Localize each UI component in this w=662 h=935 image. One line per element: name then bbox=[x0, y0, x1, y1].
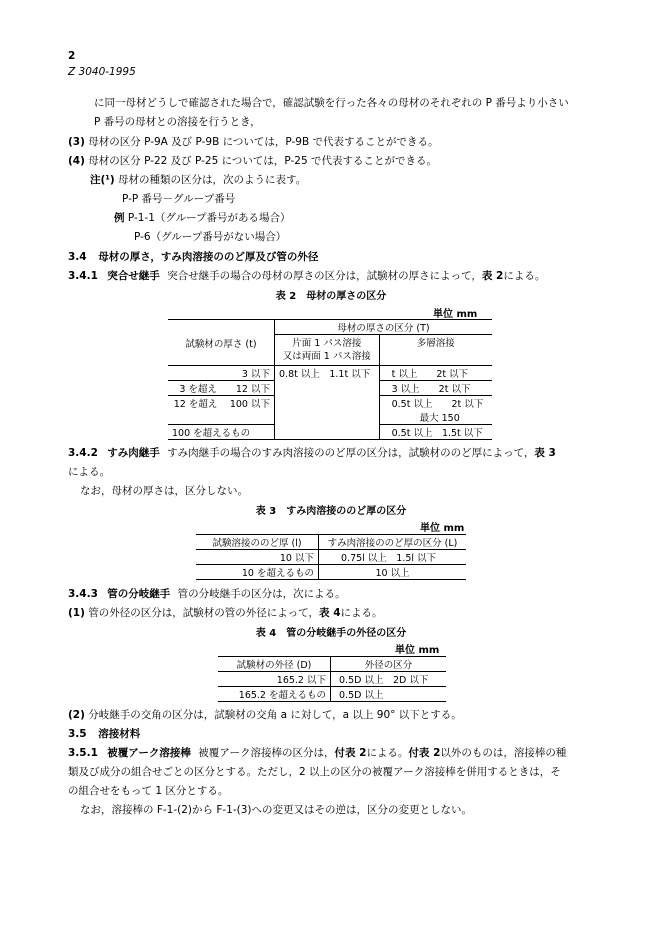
item-2-num: (2) bbox=[68, 709, 85, 721]
table-3-col2-header: すみ肉溶接ののど厚の区分 (L) bbox=[327, 538, 458, 549]
note bbox=[90, 172, 306, 188]
table-2-multi: 0.5t 以上 1.5t 以下 bbox=[391, 428, 483, 439]
table-4-caption: 表 4 管の分岐継手の外径の区分 bbox=[255, 628, 407, 639]
table-row bbox=[218, 672, 446, 687]
section-3-5-1-text-c: 以外のものは，溶接棒の種 bbox=[440, 747, 567, 759]
item-1 bbox=[68, 605, 383, 621]
section-3-5-1-line3: の組合せをもって 1 区分とする。 bbox=[68, 785, 229, 797]
table-2-caption: 表 2 母材の厚さの区分 bbox=[275, 291, 387, 302]
table-2-multi: t 以上 2t 以下 bbox=[379, 366, 492, 381]
table-4 bbox=[218, 656, 446, 702]
table-4-value: 0.5D 以上 2D 以下 bbox=[339, 675, 429, 686]
item-3 bbox=[68, 134, 439, 150]
section-3-4-1-tail: による。 bbox=[503, 270, 546, 282]
table-row bbox=[218, 687, 446, 702]
table-2-multi: 0.5t 以上 2t 以下 bbox=[391, 399, 484, 410]
section-3-4-2 bbox=[68, 445, 556, 461]
section-3-5-1-title: 被覆アーク溶接棒 bbox=[107, 747, 191, 759]
item-4-text: 母材の区分 P-22 及び P-25 については，P-25 で代表することができる。 bbox=[88, 155, 437, 167]
item-2-text: 分岐継手の交角の区分は，試験材の交角 a に対して，a 以上 90° 以下とする。 bbox=[88, 709, 462, 721]
section-3-4 bbox=[68, 249, 318, 265]
section-3-5-1-line4: なお，溶接棒の F-1-(2)から F-1-(3)への変更又はその逆は，区分の変更としない。 bbox=[80, 804, 473, 816]
item-4 bbox=[68, 153, 437, 169]
table-3-unit: 単位 mm bbox=[420, 523, 465, 534]
item-3-text: 母材の区分 P-9A 及び P-9B については，P-9B で代表することができる。 bbox=[88, 136, 439, 148]
section-3-5-1-text-b: による。 bbox=[366, 747, 409, 759]
section-3-5-1-text-a: 被覆アーク溶接棒の区分は， bbox=[198, 747, 335, 759]
table-2-range: 12 を超え 100 以下 bbox=[168, 396, 275, 425]
table-2-multi: 最大 150 bbox=[379, 410, 492, 425]
table-4-col2-header: 外径の区分 bbox=[364, 660, 413, 671]
table-2-unit: 単位 mm bbox=[433, 309, 478, 320]
table-2-col1-header: 試験材の厚さ (t) bbox=[168, 320, 275, 366]
table-3-col1-header: 試験溶接ののど厚 (l) bbox=[196, 535, 319, 550]
para-line-2: P 番号の母材との溶接を行うとき， bbox=[94, 116, 261, 128]
section-3-4-2-line2: による。 bbox=[68, 466, 110, 478]
table-3-value: 0.75l 以上 1.5l 以下 bbox=[341, 553, 437, 564]
table-4-col1-header: 試験材の外径 (D) bbox=[218, 657, 331, 672]
note-format: P-P 番号－グループ番号 bbox=[122, 193, 236, 205]
table-3-caption: 表 3 すみ肉溶接ののど厚の区分 bbox=[255, 506, 407, 517]
table-3 bbox=[196, 534, 466, 580]
section-3-4-num: 3.4 bbox=[68, 251, 87, 263]
section-3-4-3-title: 管の分岐継手 bbox=[107, 588, 171, 600]
table-2-sub2-header: 多層溶接 bbox=[416, 338, 455, 349]
table-2-range: 3 を超え 12 以下 bbox=[168, 381, 275, 396]
section-3-4-1 bbox=[68, 268, 545, 284]
note-example-1-text: P-1-1（グループ番号がある場合） bbox=[127, 212, 291, 224]
section-3-4-2-text: すみ肉継手の場合のすみ肉溶接ののど厚の区分は，試験材ののど厚によって， bbox=[167, 447, 535, 459]
table-4-unit: 単位 mm bbox=[395, 645, 440, 656]
table-2 bbox=[168, 319, 492, 440]
item-4-num: (4) bbox=[68, 155, 85, 167]
standard-code: Z 3040-1995 bbox=[68, 66, 136, 78]
item-1-tail: による。 bbox=[340, 607, 383, 619]
section-3-4-3 bbox=[68, 586, 346, 602]
table-2-sub1-line2: 又は両面 1 パス溶接 bbox=[282, 351, 371, 362]
section-3-5-num: 3.5 bbox=[68, 728, 87, 740]
table-3-range: 10 を超えるもの bbox=[196, 565, 319, 580]
section-3-4-2-title: すみ肉継手 bbox=[107, 447, 160, 459]
note-label: 注(¹) bbox=[90, 174, 115, 186]
table-2-group-header: 母材の厚さの区分 (T) bbox=[275, 320, 493, 335]
section-3-4-3-text: 管の分岐継手の区分は，次による。 bbox=[177, 588, 346, 600]
section-3-4-1-text: 突合せ継手の場合の母材の厚さの区分は，試験材の厚さによって， bbox=[167, 270, 482, 282]
table-4-value: 0.5D 以上 bbox=[339, 690, 384, 701]
section-3-5-1-ref-2: 付表 2 bbox=[408, 747, 441, 759]
table-4-range: 165.2 以下 bbox=[218, 672, 331, 687]
table-row bbox=[196, 565, 466, 580]
table-3-range: 10 以下 bbox=[196, 550, 319, 565]
item-1-text: 管の外径の区分は，試験材の管の外径によって， bbox=[88, 607, 320, 619]
section-3-5-1-ref-1: 付表 2 bbox=[334, 747, 367, 759]
section-3-5-1-num: 3.5.1 bbox=[68, 747, 98, 759]
table-4-range: 165.2 を超えるもの bbox=[218, 687, 331, 702]
note-example-2: P-6（グループ番号がない場合） bbox=[134, 231, 287, 243]
table-row bbox=[168, 366, 492, 381]
section-3-4-3-num: 3.4.3 bbox=[68, 588, 98, 600]
table-2-sub1-header bbox=[275, 335, 380, 366]
note-example-1 bbox=[114, 210, 291, 226]
item-2 bbox=[68, 707, 462, 723]
item-1-ref: 表 4 bbox=[319, 607, 341, 619]
section-3-4-2-num: 3.4.2 bbox=[68, 447, 98, 459]
section-3-5 bbox=[68, 726, 140, 742]
section-3-4-1-title: 突合せ継手 bbox=[107, 270, 160, 282]
table-3-value: 10 以上 bbox=[375, 568, 410, 579]
section-3-5-title: 溶接材料 bbox=[98, 728, 141, 740]
table-2-multi: 3 以上 2t 以下 bbox=[379, 381, 492, 396]
section-3-5-1 bbox=[68, 745, 566, 761]
section-3-4-title: 母材の厚さ，すみ肉溶接ののど厚及び管の外径 bbox=[98, 251, 319, 263]
section-3-4-1-num: 3.4.1 bbox=[68, 270, 98, 282]
table-2-sub1-line1: 片面 1 パス溶接 bbox=[292, 338, 362, 349]
item-3-num: (3) bbox=[68, 136, 85, 148]
section-3-4-1-ref: 表 2 bbox=[481, 270, 504, 282]
item-1-num: (1) bbox=[68, 607, 85, 619]
table-2-single: 0.8t 以上 1.1t 以下 bbox=[275, 366, 380, 440]
note-example-label: 例 bbox=[114, 212, 125, 224]
table-row bbox=[196, 550, 466, 565]
table-2-range: 100 を超えるもの bbox=[168, 425, 275, 440]
section-3-4-2-line3: なお，母材の厚さは，区分しない。 bbox=[80, 485, 248, 497]
page-number: 2 bbox=[68, 50, 76, 62]
note-text: 母材の種類の区分は，次のように表す。 bbox=[118, 174, 307, 186]
section-3-5-1-line2: 類及び成分の組合せごとの区分とする。ただし，2 以上の区分の被覆アーク溶接棒を併用するときは，そ bbox=[68, 766, 561, 778]
section-3-4-2-ref: 表 3 bbox=[534, 447, 556, 459]
para-line-1: に同一母材どうしで確認された場合で，確認試験を行った各々の母材のそれぞれの P 番号より小さい bbox=[94, 97, 569, 109]
table-2-range: 3 以下 bbox=[168, 366, 275, 381]
